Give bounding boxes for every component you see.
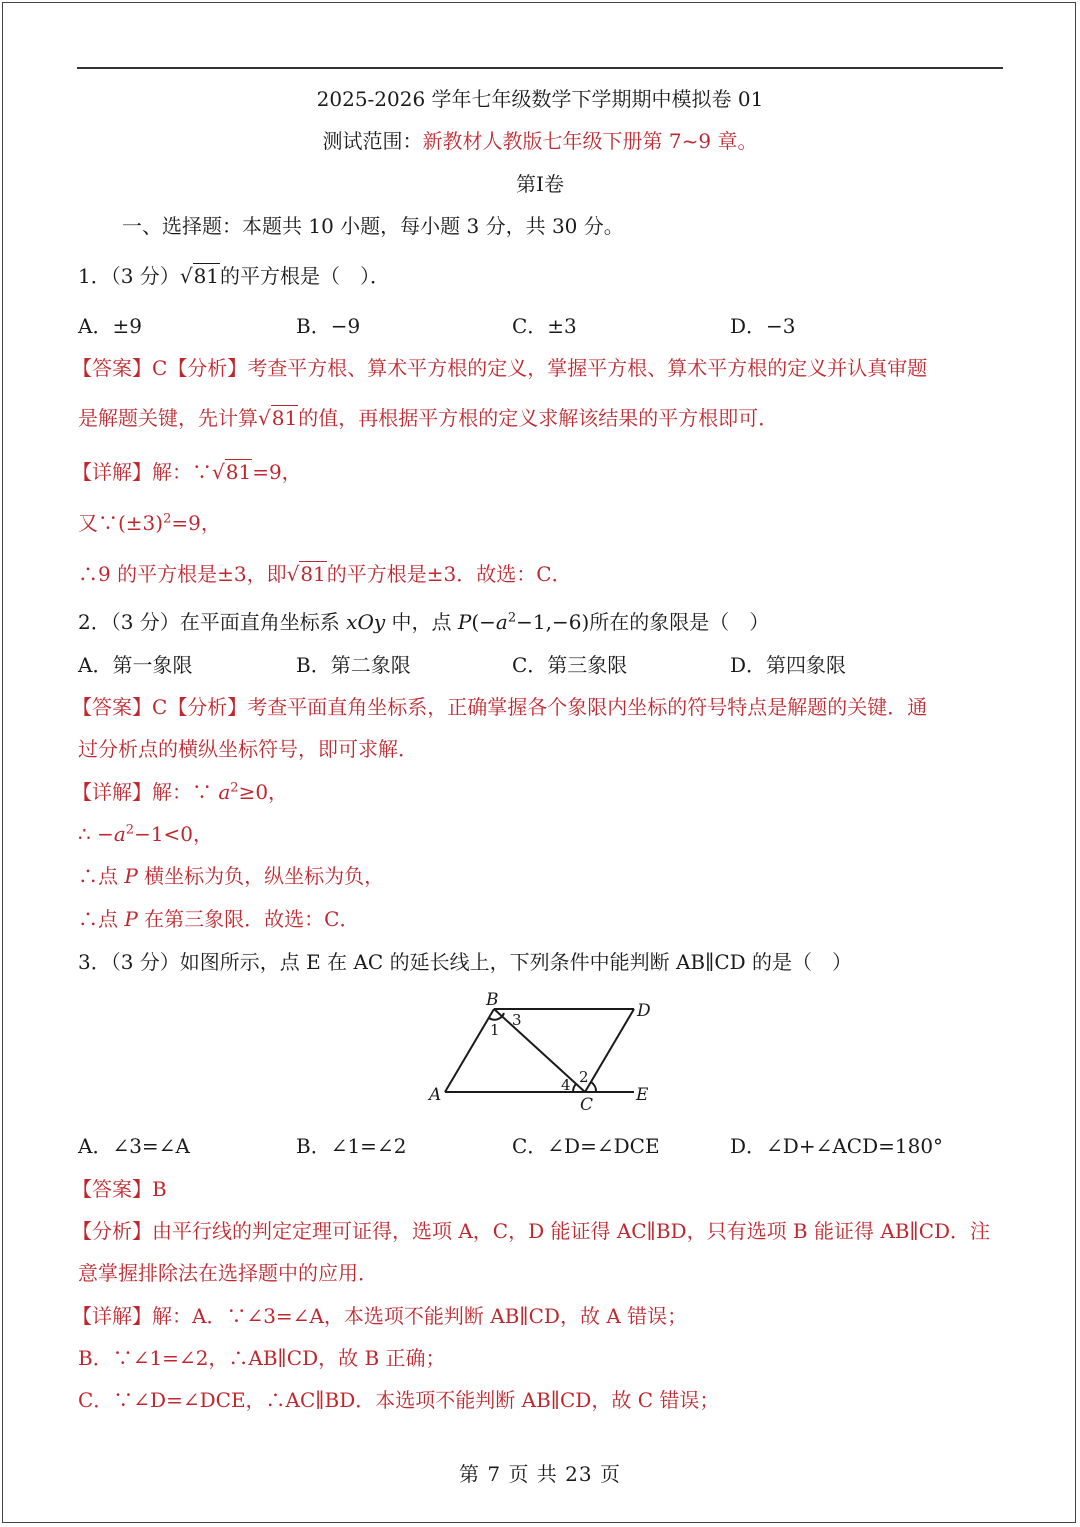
q3-answer (72, 1175, 167, 1203)
q1-stem-text: 的平方根是（ ）． (220, 264, 391, 288)
detail-tag: 【详解】 (72, 780, 152, 804)
variable: a (218, 780, 231, 804)
sqrt-symbol: √81 (286, 562, 326, 586)
header-rule (77, 67, 1003, 69)
label-e: E (636, 1085, 649, 1105)
detail-text: 解：∵ (152, 460, 212, 484)
analysis-text: 由平行线的判定定理可证得，选项 A，C，D 能证得 AC∥BD，只有选项 B 能证得 AB∥CD．注 (152, 1219, 991, 1243)
parallelogram-figure (420, 985, 670, 1115)
analysis-tag: 【分析】 (167, 356, 248, 380)
q1-detail-2 (78, 509, 221, 537)
label-c: C (580, 1095, 594, 1115)
q3-detail-1 (72, 1302, 687, 1330)
angle-arc-2 (591, 1082, 596, 1092)
q1-analysis-cont (78, 404, 778, 432)
analysis-tag: 【分析】 (167, 695, 248, 719)
q2-answer-analysis (72, 693, 927, 721)
detail-text: 又∵(±3) (78, 511, 164, 535)
q1-detail-1 (72, 458, 302, 486)
detail-text: 的平方根是±3．故选：C． (326, 562, 572, 586)
detail-tag: 【详解】 (72, 460, 152, 484)
detail-text: 横坐标为负，纵坐标为负， (137, 864, 385, 888)
q2-analysis-cont: 过分析点的横纵坐标符号，即可求解． (78, 737, 418, 761)
variable: P (124, 907, 138, 931)
volume-title: 第Ⅰ卷 (516, 172, 564, 196)
q3-option-c: C．∠D=∠DCE (512, 1134, 660, 1158)
q2-option-a: A．第一象限 (78, 653, 193, 677)
q2-detail-3 (78, 862, 384, 890)
label-d: D (637, 1001, 651, 1021)
exponent: 2 (507, 610, 517, 626)
q3-option-b: B．∠1=∠2 (296, 1134, 407, 1158)
analysis-text: 是解题关键，先计算 (78, 406, 258, 430)
q2-detail-1 (72, 778, 288, 806)
q2-detail-4 (78, 905, 360, 933)
q3-option-d: D．∠D+∠ACD=180° (730, 1134, 944, 1158)
answer-tag: 【答案】 (72, 356, 152, 380)
analysis-text: 考查平方根、算术平方根的定义，掌握平方根、算术平方根的定义并认真审题 (247, 356, 928, 380)
q1-number: 1．（3 分） (78, 264, 180, 288)
test-scope (0, 127, 1080, 155)
variable: xOy (346, 610, 386, 634)
scope-value: 新教材人教版七年级下册第 7~9 章。 (422, 129, 758, 153)
label-angle-3: 3 (512, 1011, 522, 1029)
exam-title: 2025-2026 学年七年级数学下学期期中模拟卷 01 (316, 87, 764, 111)
q1-answer-analysis (72, 354, 927, 382)
q1-detail-3 (78, 560, 572, 588)
exponent: 2 (163, 511, 172, 527)
q2-stem-text: (− (471, 610, 496, 634)
detail-text: =9， (252, 460, 302, 484)
answer-tag: 【答案】 (72, 695, 152, 719)
angle-arc-4 (573, 1084, 576, 1092)
q3-analysis (72, 1217, 990, 1245)
variable: P (457, 610, 472, 634)
q2-option-d: D．第四象限 (730, 653, 847, 677)
analysis-text: 的值，再根据平方根的定义求解该结果的平方根即可． (298, 406, 779, 430)
detail-text: −1<0， (134, 822, 214, 846)
exponent: 2 (125, 822, 135, 838)
answer-value: C (152, 356, 168, 380)
label-a: A (429, 1085, 442, 1105)
radicand: 81 (225, 460, 252, 484)
detail-text: 解：∵ (152, 780, 219, 804)
q1-option-a: A．±9 (78, 314, 142, 338)
exponent: 2 (230, 780, 239, 796)
scope-label: 测试范围： (322, 129, 423, 153)
variable: P (124, 864, 138, 888)
sqrt-symbol: √81 (258, 406, 298, 430)
analysis-tag: 【分析】 (72, 1219, 152, 1243)
q2-stem (78, 608, 769, 636)
q2-option-b: B．第二象限 (296, 653, 411, 677)
segment-dc (585, 1009, 634, 1092)
q2-stem-text: 中，点 (385, 610, 458, 634)
q1-stem (78, 262, 390, 290)
q3-detail-3: C．∵∠D=∠DCE，∴AC∥BD．本选项不能判断 AB∥CD，故 C 错误； (78, 1388, 720, 1412)
q3-analysis-cont: 意掌握排除法在选择题中的应用． (78, 1261, 378, 1285)
answer-value: B (152, 1177, 167, 1201)
label-angle-2: 2 (579, 1068, 589, 1086)
detail-tag: 【详解】 (72, 1304, 152, 1328)
analysis-text: 考查平面直角坐标系，正确掌握各个象限内坐标的符号特点是解题的关键．通 (247, 695, 928, 719)
variable: a (495, 610, 508, 634)
sqrt-symbol: √81 (179, 264, 220, 288)
label-b: B (486, 990, 499, 1010)
q2-option-c: C．第三象限 (512, 653, 628, 677)
sqrt-symbol: √81 (212, 460, 252, 484)
detail-text: 解：A．∵∠3=∠A，本选项不能判断 AB∥CD，故 A 错误； (152, 1304, 688, 1328)
q2-stem-text: −1,−6)所在的象限是（ ） (516, 610, 770, 634)
q3-stem: 3．（3 分）如图所示，点 E 在 AC 的延长线上，下列条件中能判断 AB∥CD 的是（ ） (78, 950, 853, 974)
label-angle-1: 1 (490, 1021, 500, 1039)
detail-text: ∴点 (78, 907, 125, 931)
label-angle-4: 4 (561, 1076, 571, 1094)
section-heading: 一、选择题：本题共 10 小题，每小题 3 分，共 30 分。 (122, 214, 624, 238)
segment-ab (445, 1009, 494, 1092)
page-footer: 第 7 页 共 23 页 (459, 1462, 621, 1486)
detail-text: =9， (171, 511, 221, 535)
detail-text: ∴点 (78, 864, 125, 888)
detail-text: ≥0， (238, 780, 289, 804)
radicand: 81 (300, 562, 326, 586)
segment-bc (494, 1009, 585, 1092)
radicand: 81 (271, 406, 298, 430)
detail-text: ∴ − (78, 822, 114, 846)
q1-option-c: C．±3 (512, 314, 577, 338)
q1-option-b: B．−9 (296, 314, 361, 338)
q3-option-a: A．∠3=∠A (78, 1134, 190, 1158)
variable: a (113, 822, 126, 846)
q1-option-d: D．−3 (730, 314, 796, 338)
radicand: 81 (193, 264, 220, 288)
answer-value: C (152, 695, 168, 719)
q2-stem-text: 2．（3 分）在平面直角坐标系 (78, 610, 347, 634)
q3-detail-2: B．∵∠1=∠2，∴AB∥CD，故 B 正确； (78, 1346, 446, 1370)
detail-text: 在第三象限．故选：C． (137, 907, 360, 931)
answer-tag: 【答案】 (72, 1177, 152, 1201)
q2-detail-2 (78, 820, 213, 848)
detail-text: ∴9 的平方根是±3，即 (78, 562, 287, 586)
